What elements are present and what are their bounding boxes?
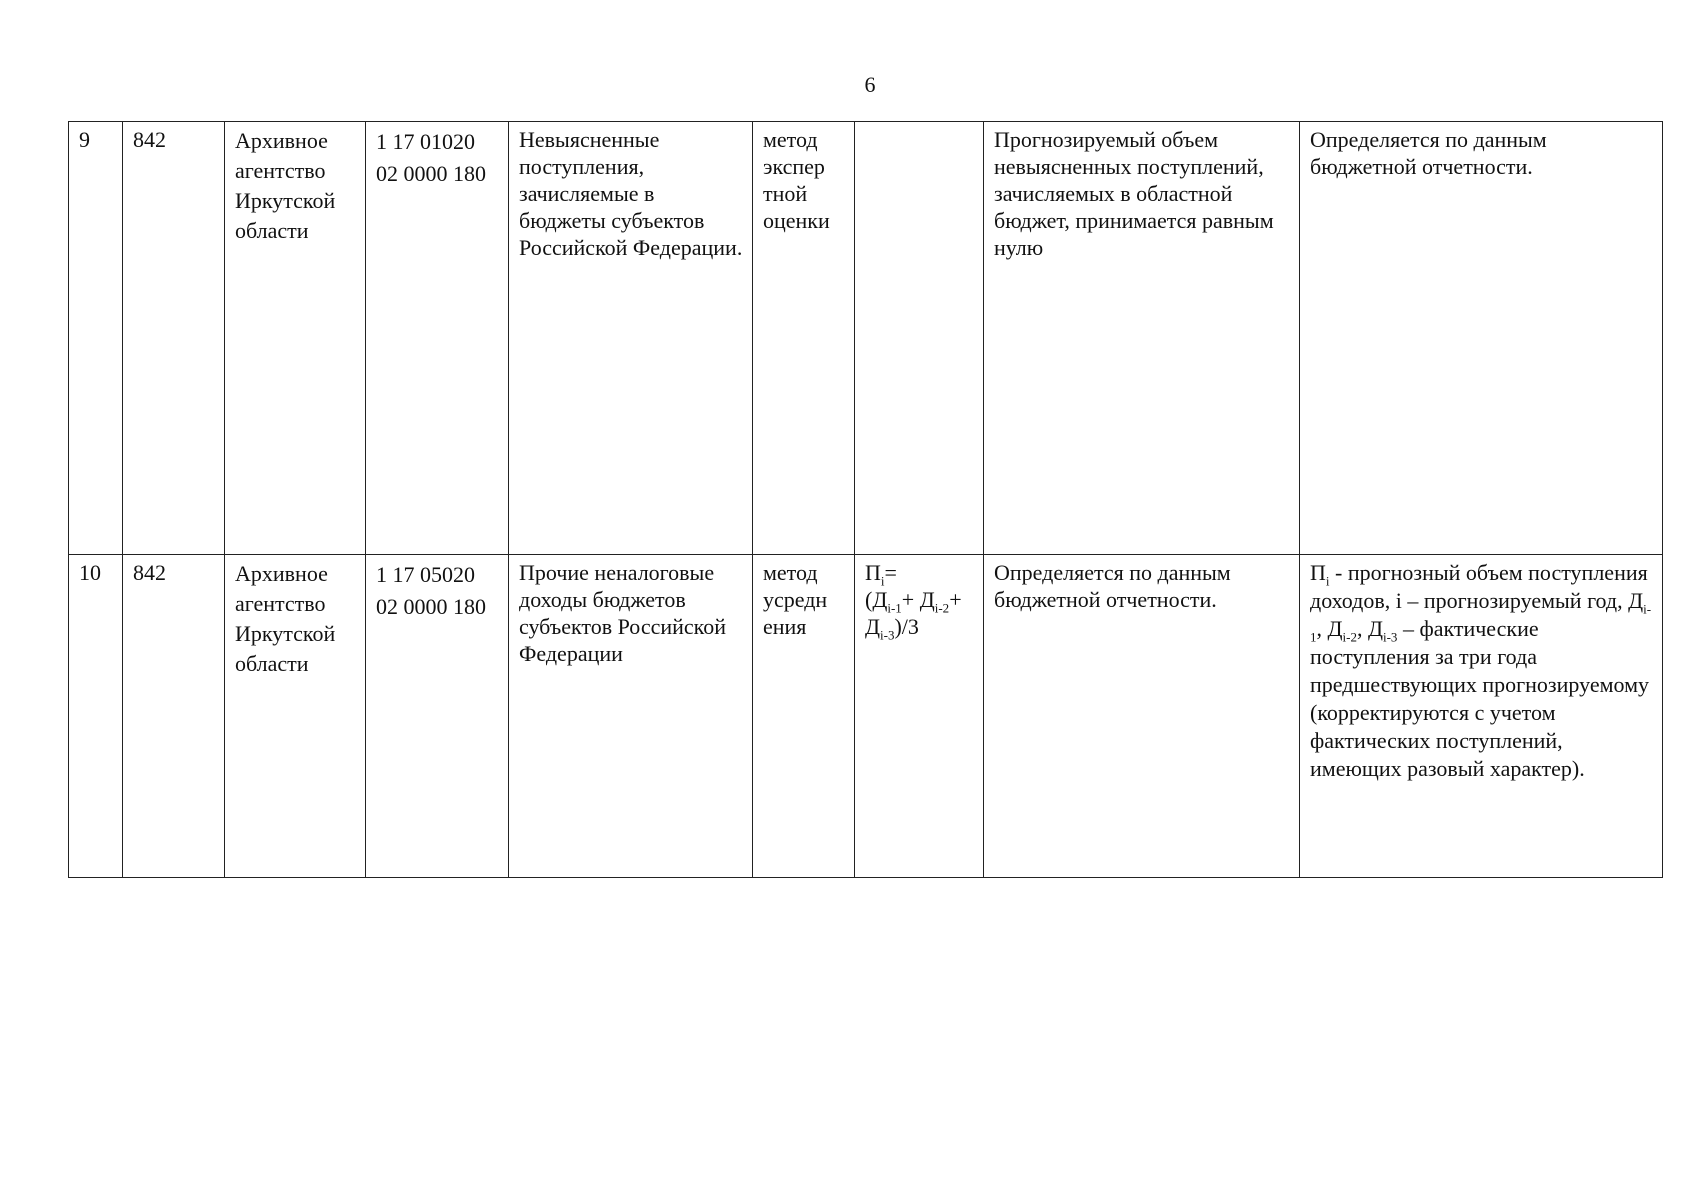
kbk-code-line: 02 0000 180	[376, 594, 486, 619]
description: Определяется по данным бюджетной отчетности.	[1300, 122, 1663, 555]
algorithm: Определяется по данным бюджетной отчетности.	[984, 555, 1300, 878]
row-number: 10	[69, 555, 123, 878]
kbk-code-line: 02 0000 180	[376, 161, 486, 186]
income-name: Невыясненные поступления, зачисляемые в бюджеты субъектов Российской Федерации.	[509, 122, 753, 555]
algorithm: Прогнозируемый объем невыясненных поступлений, зачисляемых в областной бюджет, принимается равным нулю	[984, 122, 1300, 555]
income-name: Прочие неналоговые доходы бюджетов субъектов Российской Федерации	[509, 555, 753, 878]
kbk-code-line: 1 17 05020	[376, 562, 475, 587]
formula: $П_i=$ $(Д_{i-1}+ Д_{i-2}+ Д_{i-3})/3$	[855, 555, 984, 878]
formula	[855, 122, 984, 555]
kbk-code	[366, 122, 509, 555]
table-row	[69, 122, 1663, 555]
forecast-method: метод усредн ения	[753, 555, 855, 878]
kbk-code	[366, 555, 509, 878]
admin-code: 842	[123, 122, 225, 555]
administrator-name: Архивное агентство Иркутской области	[225, 122, 366, 555]
table-row	[69, 555, 1663, 878]
administrator-name: Архивное агентство Иркутской области	[225, 555, 366, 878]
kbk-code-line: 1 17 01020	[376, 129, 475, 154]
page-number: 6	[864, 72, 876, 97]
admin-code: 842	[123, 555, 225, 878]
forecast-table	[68, 121, 1663, 878]
row-number: 9	[69, 122, 123, 555]
forecast-method: метод экспер тной оценки	[753, 122, 855, 555]
description: $П_i$ - прогнозный объем поступления доходов, i – прогнозируемый год, $Д_{i-1}$, $Д_{i-2}$, $Д_{i-3}$ – фактические поступления за три года предшествующих прогнозируемому (корректируются с учетом фактических поступлений, имеющих разовый характер).	[1300, 555, 1663, 878]
